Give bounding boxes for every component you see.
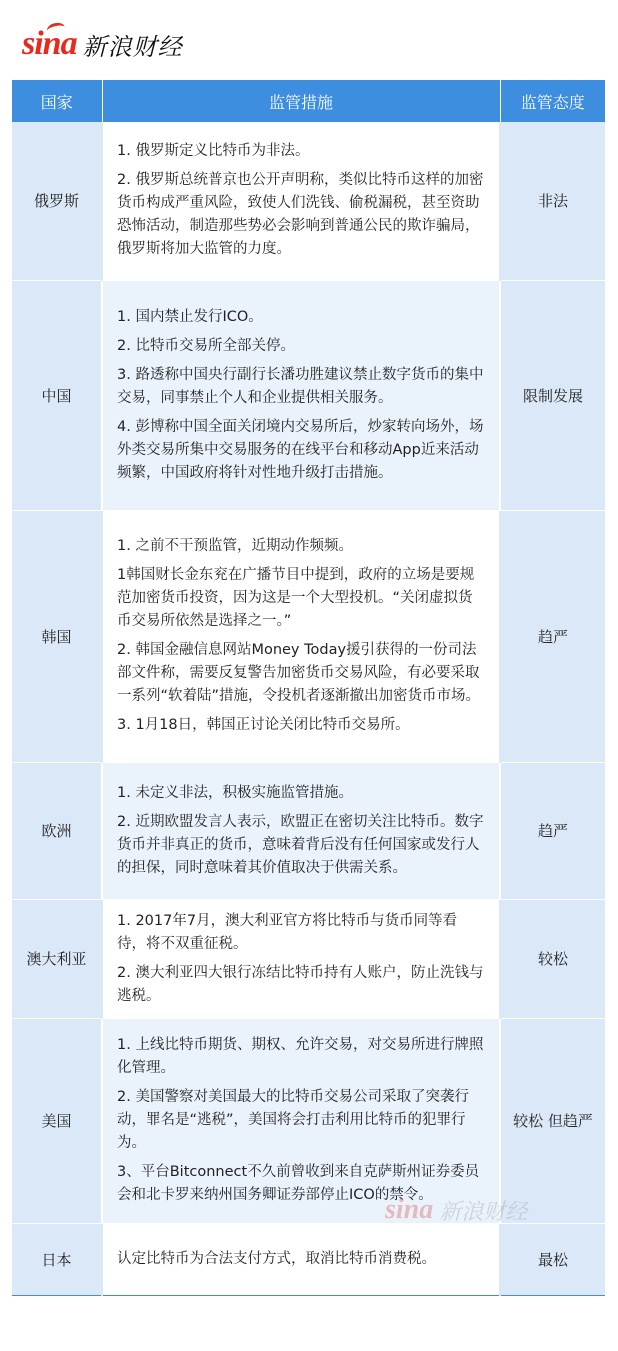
measure-item: 1. 上线比特币期货、期权、允许交易，对交易所进行牌照化管理。 bbox=[117, 1037, 484, 1076]
measure-item: 3. 1月18日，韩国正讨论关闭比特币交易所。 bbox=[117, 717, 410, 733]
country-cell: 俄罗斯 bbox=[12, 122, 102, 280]
measures-cell bbox=[102, 1018, 500, 1223]
stance-cell: 趋严 bbox=[500, 510, 605, 762]
measures-cell bbox=[102, 122, 500, 280]
country-cell: 中国 bbox=[12, 280, 102, 510]
country-cell: 美国 bbox=[12, 1018, 102, 1223]
table-row-korea bbox=[12, 510, 605, 762]
measure-item: 1. 2017年7月，澳大利亚官方将比特币与货币同等看待，将不双重征税。 bbox=[117, 912, 458, 952]
table-row-usa bbox=[12, 1018, 605, 1223]
measures-cell bbox=[102, 762, 500, 899]
table-row-russia bbox=[12, 122, 605, 280]
sina-logo-mark: sina bbox=[22, 27, 77, 61]
stance-cell: 非法 bbox=[500, 122, 605, 280]
table-header-row bbox=[12, 80, 605, 122]
measures-cell bbox=[102, 899, 500, 1018]
watermark-logo-mark: sina bbox=[385, 1194, 434, 1225]
table-row-japan bbox=[12, 1223, 605, 1295]
measures-cell bbox=[102, 510, 500, 762]
stance-cell: 限制发展 bbox=[500, 280, 605, 510]
measure-item: 2. 韩国金融信息网站Money Today援引获得的一份司法部文件称，需要反复警告加密货币交易风险，有必要采取一系列“软着陆”措施，令投机者逐渐撤出加密货币市场。 bbox=[117, 642, 481, 704]
measure-item: 2. 近期欧盟发言人表示，欧盟正在密切关注比特币。数字货币并非真正的货币，意味着背后没有任何国家或发行人的担保，同时意味着其价值取决于供需关系。 bbox=[117, 813, 484, 876]
watermark-brand-name: 新浪财经 bbox=[439, 1199, 528, 1225]
measures-cell bbox=[102, 280, 500, 510]
measure-item: 2. 俄罗斯总统普京也公开声明称，类似比特币这样的加密货币构成严重风险，致使人们洗钱、偷税漏税，甚至资助恐怖活动，制造那些势必会影响到普通公民的欺诈骗局，俄罗斯将加大监管的力度。 bbox=[117, 172, 484, 258]
regulation-table bbox=[12, 80, 605, 1296]
stance-cell: 趋严 bbox=[500, 762, 605, 899]
country-cell: 韩国 bbox=[12, 510, 102, 762]
measures-cell bbox=[102, 1223, 500, 1295]
measure-item: 1韩国财长金东兖在广播节目中提到，政府的立场是要规范加密货币投资，因为这是一个大型投机。“关闭虚拟货币交易所依然是选择之一。” bbox=[117, 567, 475, 629]
table-row-europe bbox=[12, 762, 605, 899]
header-stance: 监管态度 bbox=[500, 80, 605, 122]
stance-cell: 较松 bbox=[500, 899, 605, 1018]
table-row-china bbox=[12, 280, 605, 510]
stance-cell: 最松 bbox=[500, 1223, 605, 1295]
measure-item: 1. 国内禁止发行ICO。 bbox=[117, 308, 263, 325]
measure-item: 2. 澳大利亚四大银行冻结比特币持有人账户，防止洗钱与逃税。 bbox=[117, 964, 484, 1004]
measure-item: 3、平台Bitconnect不久前曾收到来自克萨斯州证券委员会和北卡罗来纳州国务卿证券部停止ICO的禁令。 bbox=[117, 1164, 480, 1203]
stance-cell: 较松 但趋严 bbox=[500, 1018, 605, 1223]
header-country: 国家 bbox=[12, 80, 102, 122]
measure-item: 4. 彭博称中国全面关闭境内交易所后，炒家转向场外，场外类交易所集中交易服务的在线平台和移动App近来活动频繁，中国政府将针对性地升级打击措施。 bbox=[117, 418, 484, 481]
measure-item: 认定比特币为合法支付方式，取消比特币消费税。 bbox=[117, 1250, 436, 1267]
measure-item: 2. 比特币交易所全部关停。 bbox=[117, 337, 295, 354]
measure-item: 1. 未定义非法，积极实施监管措施。 bbox=[117, 784, 353, 801]
measure-item: 1. 之前不干预监管，近期动作频频。 bbox=[117, 538, 353, 554]
table-row-australia bbox=[12, 899, 605, 1018]
country-cell: 澳大利亚 bbox=[12, 899, 102, 1018]
country-cell: 欧洲 bbox=[12, 762, 102, 899]
sina-finance-logo bbox=[22, 22, 183, 66]
measure-item: 1. 俄罗斯定义比特币为非法。 bbox=[117, 143, 310, 160]
measure-item: 2. 美国警察对美国最大的比特币交易公司采取了突袭行动，罪名是“逃税”，美国将会打击利用比特币的犯罪行为。 bbox=[117, 1089, 469, 1151]
country-cell: 日本 bbox=[12, 1223, 102, 1295]
brand-name: 新浪财经 bbox=[82, 32, 183, 61]
header-measures: 监管措施 bbox=[102, 80, 500, 122]
measure-item: 3. 路透称中国央行副行长潘功胜建议禁止数字货币的集中交易，同事禁止个人和企业提供相关服务。 bbox=[117, 366, 484, 406]
